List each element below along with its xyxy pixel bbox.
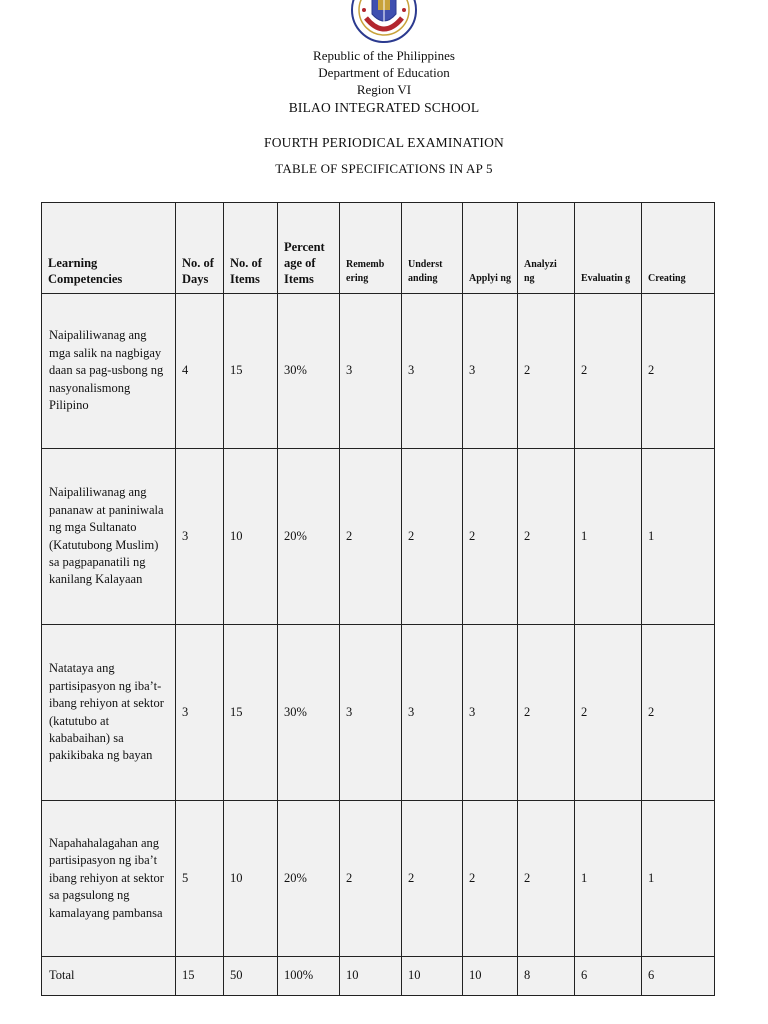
- creating-cell: 2: [642, 294, 715, 449]
- header-department: Department of Education: [318, 65, 450, 80]
- header-creating: Creating: [642, 203, 715, 294]
- competency-cell: Naipaliliwanag ang pananaw at paniniwala ng mga Sultanato (Katutubong Muslim) sa pagpapanatili ng kanilang Kalayaan: [42, 449, 176, 625]
- table-row: [42, 801, 715, 957]
- remembering-cell: 3: [340, 625, 402, 801]
- total-creating: 6: [642, 957, 715, 996]
- evaluating-cell: 1: [575, 449, 642, 625]
- remembering-cell: 2: [340, 801, 402, 957]
- header-competencies: Learning Competencies: [42, 203, 176, 294]
- table-row: [42, 625, 715, 801]
- understanding-cell: 2: [402, 801, 463, 957]
- total-remembering: 10: [340, 957, 402, 996]
- specifications-table: [41, 202, 715, 996]
- total-items: 50: [224, 957, 278, 996]
- days-cell: 5: [176, 801, 224, 957]
- total-applying: 10: [463, 957, 518, 996]
- remembering-cell: 2: [340, 449, 402, 625]
- analyzing-cell: 2: [518, 801, 575, 957]
- applying-cell: 2: [463, 449, 518, 625]
- tos-title: TABLE OF SPECIFICATIONS IN AP 5: [275, 161, 493, 176]
- items-cell: 10: [224, 801, 278, 957]
- header-school: BILAO INTEGRATED SCHOOL: [288, 100, 480, 115]
- header-remembering: Rememb ering: [340, 203, 402, 294]
- total-evaluating: 6: [575, 957, 642, 996]
- header-applying: Applyi ng: [463, 203, 518, 294]
- percentage-cell: 30%: [278, 294, 340, 449]
- analyzing-cell: 2: [518, 294, 575, 449]
- items-cell: 10: [224, 449, 278, 625]
- competency-cell: Napahahalagahan ang partisipasyon ng iba’t ibang rehiyon at sektor sa pagsulong ng kamalayang pambansa: [42, 801, 176, 957]
- table-header-row: [42, 203, 715, 294]
- analyzing-cell: 2: [518, 449, 575, 625]
- creating-cell: 1: [642, 449, 715, 625]
- header-region: Region VI: [356, 82, 412, 97]
- items-cell: 15: [224, 294, 278, 449]
- percentage-cell: 20%: [278, 801, 340, 957]
- competency-cell: Naipaliliwanag ang mga salik na nagbigay daan sa pag-usbong ng nasyonalismong Pilipino: [42, 294, 176, 449]
- deped-seal-icon: [350, 0, 418, 44]
- understanding-cell: 3: [402, 625, 463, 801]
- understanding-cell: 3: [402, 294, 463, 449]
- total-analyzing: 8: [518, 957, 575, 996]
- days-cell: 3: [176, 449, 224, 625]
- header-analyzing: Analyzi ng: [518, 203, 575, 294]
- days-cell: 3: [176, 625, 224, 801]
- header-evaluating: Evaluatin g: [575, 203, 642, 294]
- header-republic: Republic of the Philippines: [313, 48, 455, 63]
- total-understanding: 10: [402, 957, 463, 996]
- percentage-cell: 20%: [278, 449, 340, 625]
- evaluating-cell: 1: [575, 801, 642, 957]
- header-days: No. of Days: [176, 203, 224, 294]
- creating-cell: 1: [642, 801, 715, 957]
- applying-cell: 3: [463, 294, 518, 449]
- evaluating-cell: 2: [575, 625, 642, 801]
- header-percentage: Percent age of Items: [278, 203, 340, 294]
- applying-cell: 3: [463, 625, 518, 801]
- days-cell: 4: [176, 294, 224, 449]
- remembering-cell: 3: [340, 294, 402, 449]
- competency-cell: Natataya ang partisipasyon ng iba’t-ibang rehiyon at sektor (katutubo at kababaihan) sa pakikibaka ng bayan: [42, 625, 176, 801]
- exam-title: FOURTH PERIODICAL EXAMINATION: [264, 135, 504, 150]
- items-cell: 15: [224, 625, 278, 801]
- total-label: Total: [42, 957, 176, 996]
- total-days: 15: [176, 957, 224, 996]
- header-items: No. of Items: [224, 203, 278, 294]
- table-row: [42, 449, 715, 625]
- evaluating-cell: 2: [575, 294, 642, 449]
- percentage-cell: 30%: [278, 625, 340, 801]
- table-row: [42, 294, 715, 449]
- understanding-cell: 2: [402, 449, 463, 625]
- analyzing-cell: 2: [518, 625, 575, 801]
- total-percentage: 100%: [278, 957, 340, 996]
- header-understanding: Underst anding: [402, 203, 463, 294]
- creating-cell: 2: [642, 625, 715, 801]
- applying-cell: 2: [463, 801, 518, 957]
- total-row: [42, 957, 715, 996]
